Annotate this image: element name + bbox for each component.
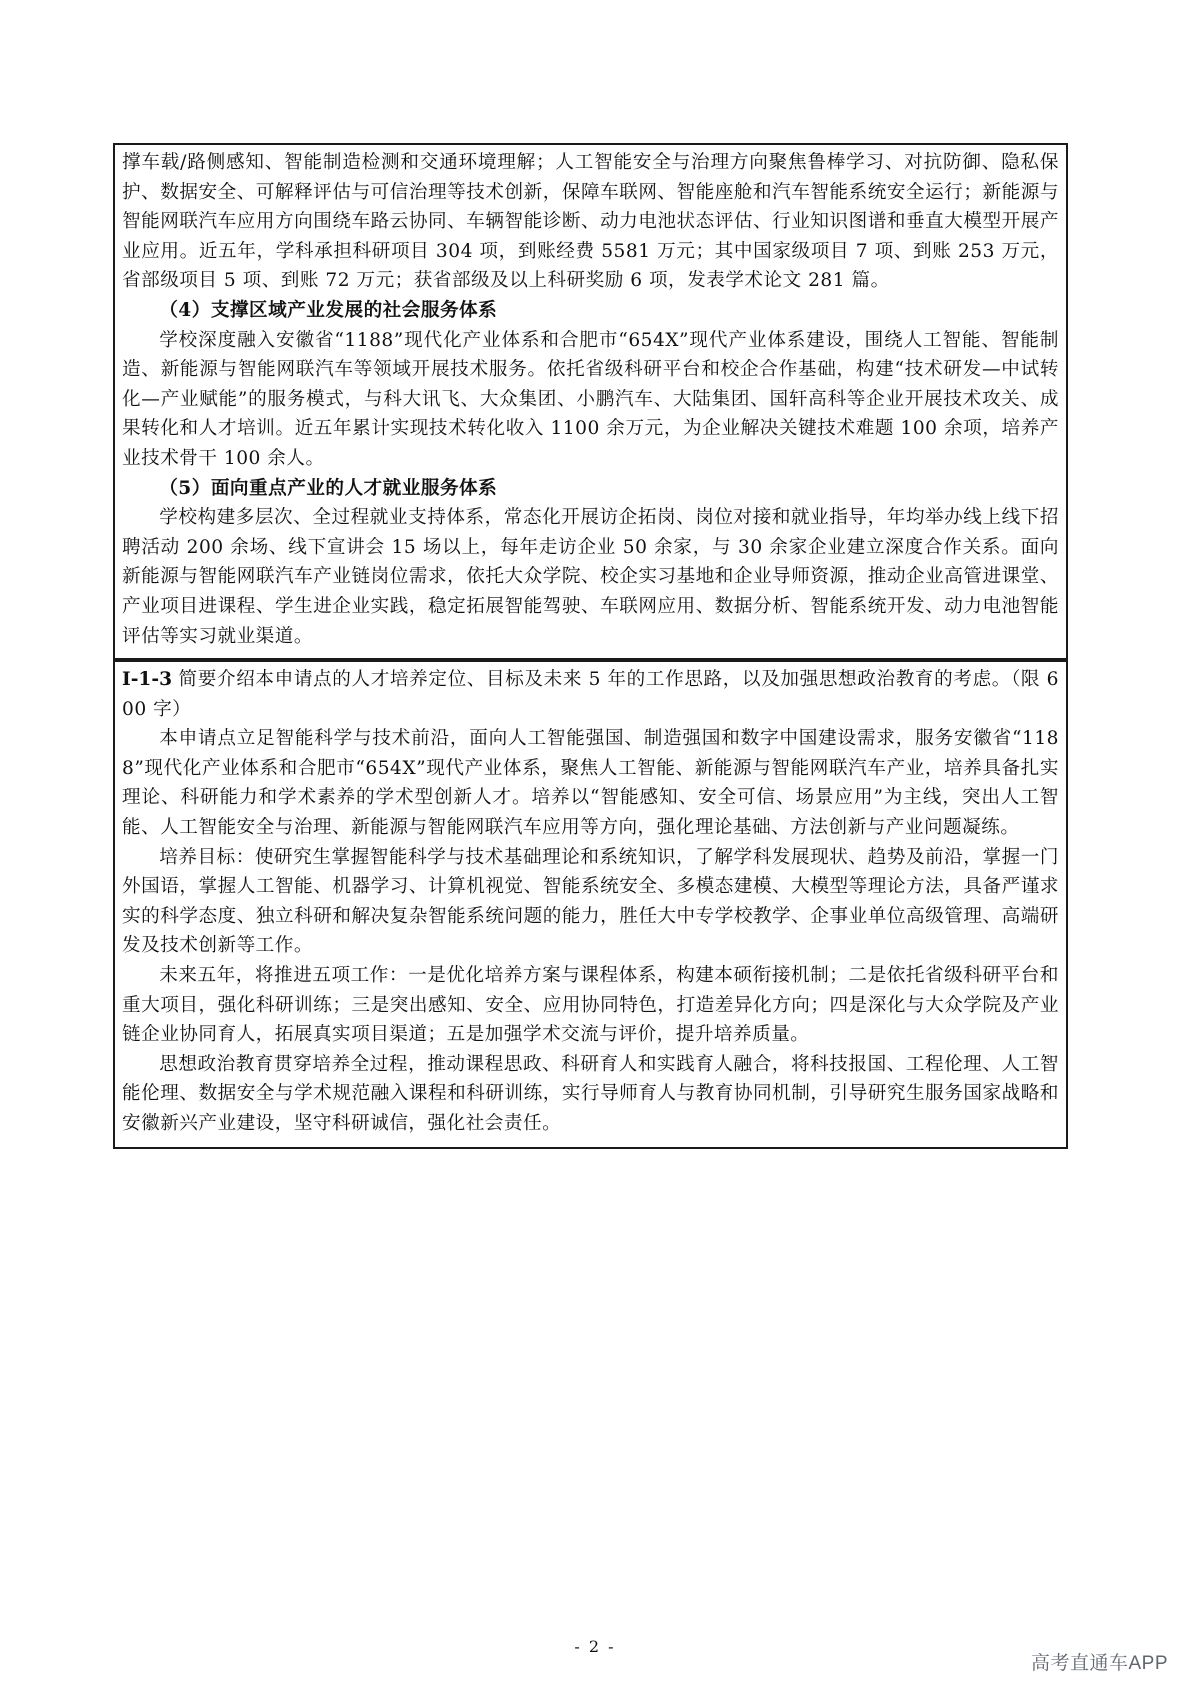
heading-employment-service: （5）面向重点产业的人才就业服务体系 xyxy=(159,477,498,499)
section-i13-box xyxy=(113,660,1068,1149)
paragraph-social-service: 学校深度融入安徽省“1188”现代化产业体系和合肥市“654X”现代产业体系建设，围绕人工智能、智能制造、新能源与智能网联汽车等领域开展技术服务。依托省级科研平台和校企合作基础，构建“技术研发—中试转化—产业赋能”的服务模式，与科大讯飞、大众集团、小鹏汽车、大陆集团、国轩高科等企业开展技术攻关、成果转化和人才培训。近五年累计实现技术转化收入 1100 余万元，为企业解决关键技术难题 100 余项，培养产业技术骨干 100 余人。 xyxy=(122,329,1059,469)
paragraph-ideological-education: 思想政治教育贯穿培养全过程，推动课程思政、科研育人和实践育人融合，将科技报国、工程伦理、人工智能伦理、数据安全与学术规范融入课程和科研训练，实行导师育人与教育协同机制，引导研究生服务国家战略和安徽新兴产业建设，坚守科研诚信，强化社会责任。 xyxy=(122,1053,1059,1134)
watermark-text: 高考直通车APP xyxy=(1030,1653,1168,1674)
paragraph-positioning: 本申请点立足智能科学与技术前沿，面向人工智能强国、制造强国和数字中国建设需求，服务安徽省“1188”现代化产业体系和合肥市“654X”现代产业体系，聚焦人工智能、新能源与智能网联汽车产业，培养具备扎实理论、科研能力和学术素养的学术型创新人才。培养以“智能感知、安全可信、场景应用”为主线，突出人工智能、人工智能安全与治理、新能源与智能网联汽车应用等方向，强化理论基础、方法创新与产业问题凝练。 xyxy=(122,728,1059,838)
section-i13-prompt xyxy=(122,665,1059,724)
paragraph-five-year-plan: 未来五年，将推进五项工作：一是优化培养方案与课程体系，构建本硕衔接机制；二是依托省级科研平台和重大项目，强化科研训练；三是突出感知、安全、应用协同特色，打造差异化方向；四是深化与大众学院及产业链企业协同育人，拓展真实项目渠道；五是加强学术交流与评价，提升培养质量。 xyxy=(122,964,1059,1046)
paragraph-employment-service: 学校构建多层次、全过程就业支持体系，常态化开展访企拓岗、岗位对接和就业指导，年均举办线上线下招聘活动 200 余场、线下宣讲会 15 场以上，每年走访企业 50 余家，与 30 余家企业建立深度合作关系。面向新能源与智能网联汽车产业链岗位需求，依托大众学院、校企实习基地和企业导师资源，推动企业高管进课堂、产业项目进课程、学生进企业实践，稳定拓展智能驾驶、车联网应用、数据分析、智能系统开发、动力电池智能评估等实习就业渠道。 xyxy=(122,507,1059,647)
section-continued-box xyxy=(113,143,1068,660)
page-number: - 2 - xyxy=(574,1637,616,1656)
section-code: I-1-3 xyxy=(122,669,173,690)
paragraph-training-goals: 培养目标：使研究生掌握智能科学与技术基础理论和系统知识，了解学科发展现状、趋势及前沿，掌握一门外国语，掌握人工智能、机器学习、计算机视觉、智能系统安全、多模态建模、大模型等理论方法，具备严谨求实的科学态度、独立科研和解决复杂智能系统问题的能力，胜任大中专学校教学、企事业单位高级管理、高端研发及技术创新等工作。 xyxy=(122,846,1059,957)
paragraph-research-directions: 撑车载/路侧感知、智能制造检测和交通环境理解；人工智能安全与治理方向聚焦鲁棒学习、对抗防御、隐私保护、数据安全、可解释评估与可信治理等技术创新，保障车联网、智能座舱和汽车智能系统安全运行；新能源与智能网联汽车应用方向围绕车路云协同、车辆智能诊断、动力电池状态评估、行业知识图谱和垂直大模型开展产业应用。近五年，学科承担科研项目 304 项，到账经费 5581 万元；其中国家级项目 7 项、到账 253 万元，省部级项目 5 项、到账 72 万元；获省部级及以上科研奖励 6 项，发表学术论文 281 篇。 xyxy=(122,152,1059,292)
heading-social-service: （4）支撑区域产业发展的社会服务体系 xyxy=(159,299,498,321)
section-prompt-text: 简要介绍本申请点的人才培养定位、目标及未来 5 年的工作思路，以及加强思想政治教育的考虑。（限 600 字） xyxy=(122,669,1059,720)
